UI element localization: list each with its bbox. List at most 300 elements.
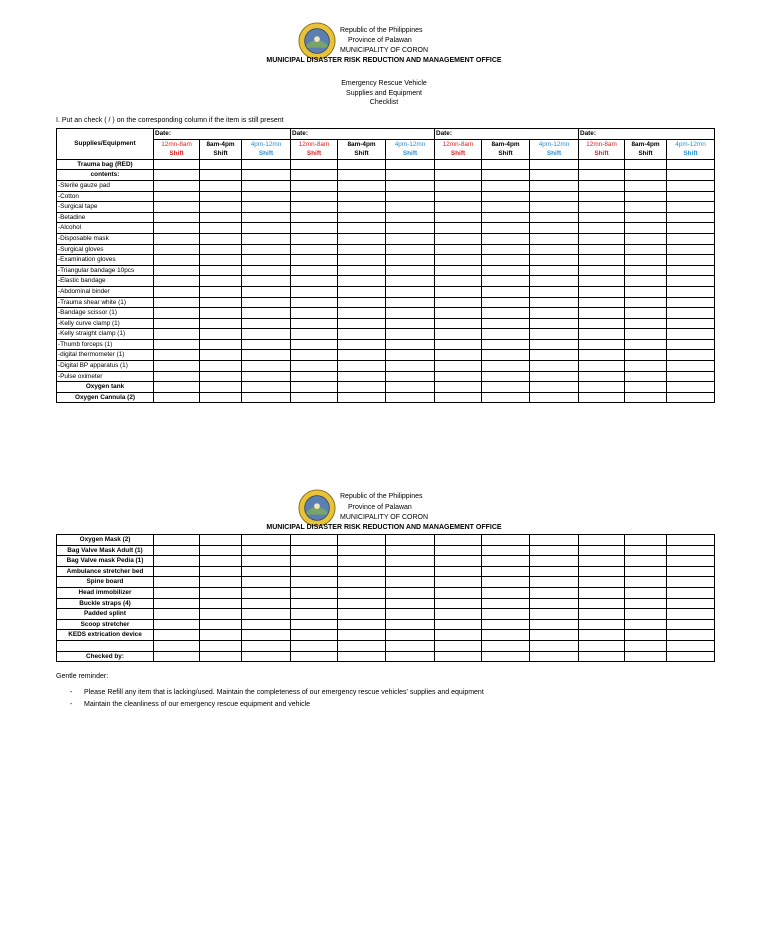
check-cell[interactable]: [200, 297, 242, 308]
check-cell[interactable]: [200, 392, 242, 403]
check-cell[interactable]: [338, 577, 386, 588]
check-cell[interactable]: [200, 535, 242, 546]
check-cell[interactable]: [154, 350, 200, 361]
check-cell[interactable]: [386, 159, 435, 170]
check-cell[interactable]: [530, 598, 579, 609]
check-cell[interactable]: [242, 535, 291, 546]
check-cell[interactable]: [530, 170, 579, 181]
check-cell[interactable]: [291, 180, 338, 191]
check-cell[interactable]: [435, 640, 482, 651]
check-cell[interactable]: [386, 630, 435, 641]
check-cell[interactable]: [338, 556, 386, 567]
check-cell[interactable]: [530, 350, 579, 361]
check-cell[interactable]: [579, 640, 625, 651]
date-field[interactable]: Date:: [435, 129, 579, 140]
check-cell[interactable]: [200, 170, 242, 181]
check-cell[interactable]: [530, 535, 579, 546]
check-cell[interactable]: [579, 577, 625, 588]
check-cell[interactable]: [435, 191, 482, 202]
check-cell[interactable]: [338, 630, 386, 641]
check-cell[interactable]: [482, 535, 530, 546]
check-cell[interactable]: [242, 255, 291, 266]
check-cell[interactable]: [242, 640, 291, 651]
check-cell[interactable]: [338, 212, 386, 223]
check-cell[interactable]: [154, 202, 200, 213]
check-cell[interactable]: [667, 609, 715, 620]
check-cell[interactable]: [291, 535, 338, 546]
check-cell[interactable]: [386, 609, 435, 620]
check-cell[interactable]: [435, 297, 482, 308]
check-cell[interactable]: [386, 350, 435, 361]
check-cell[interactable]: [154, 191, 200, 202]
check-cell[interactable]: [435, 339, 482, 350]
check-cell[interactable]: [242, 297, 291, 308]
check-cell[interactable]: [154, 180, 200, 191]
check-cell[interactable]: [482, 587, 530, 598]
check-cell[interactable]: [667, 371, 715, 382]
check-cell[interactable]: [625, 545, 667, 556]
check-cell[interactable]: [625, 535, 667, 546]
check-cell[interactable]: [482, 651, 530, 662]
check-cell[interactable]: [242, 361, 291, 372]
check-cell[interactable]: [291, 244, 338, 255]
check-cell[interactable]: [154, 392, 200, 403]
check-cell[interactable]: [667, 276, 715, 287]
check-cell[interactable]: [579, 180, 625, 191]
check-cell[interactable]: [200, 180, 242, 191]
check-cell[interactable]: [435, 212, 482, 223]
check-cell[interactable]: [482, 350, 530, 361]
check-cell[interactable]: [386, 223, 435, 234]
check-cell[interactable]: [242, 308, 291, 319]
check-cell[interactable]: [667, 545, 715, 556]
check-cell[interactable]: [200, 212, 242, 223]
check-cell[interactable]: [242, 371, 291, 382]
check-cell[interactable]: [386, 587, 435, 598]
check-cell[interactable]: [530, 159, 579, 170]
check-cell[interactable]: [435, 255, 482, 266]
check-cell[interactable]: [338, 382, 386, 393]
check-cell[interactable]: [625, 202, 667, 213]
check-cell[interactable]: [386, 202, 435, 213]
check-cell[interactable]: [386, 545, 435, 556]
check-cell[interactable]: [154, 170, 200, 181]
check-cell[interactable]: [530, 630, 579, 641]
check-cell[interactable]: [482, 318, 530, 329]
check-cell[interactable]: [530, 640, 579, 651]
check-cell[interactable]: [625, 265, 667, 276]
check-cell[interactable]: [667, 170, 715, 181]
check-cell[interactable]: [242, 556, 291, 567]
check-cell[interactable]: [338, 392, 386, 403]
check-cell[interactable]: [625, 212, 667, 223]
check-cell[interactable]: [242, 329, 291, 340]
check-cell[interactable]: [154, 265, 200, 276]
check-cell[interactable]: [200, 630, 242, 641]
check-cell[interactable]: [625, 339, 667, 350]
check-cell[interactable]: [291, 339, 338, 350]
check-cell[interactable]: [667, 159, 715, 170]
check-cell[interactable]: [435, 545, 482, 556]
check-cell[interactable]: [242, 212, 291, 223]
check-cell[interactable]: [482, 361, 530, 372]
check-cell[interactable]: [291, 651, 338, 662]
check-cell[interactable]: [200, 651, 242, 662]
check-cell[interactable]: [435, 587, 482, 598]
check-cell[interactable]: [291, 233, 338, 244]
check-cell[interactable]: [200, 286, 242, 297]
check-cell[interactable]: [435, 223, 482, 234]
check-cell[interactable]: [625, 361, 667, 372]
check-cell[interactable]: [625, 318, 667, 329]
check-cell[interactable]: [435, 159, 482, 170]
check-cell[interactable]: [482, 265, 530, 276]
check-cell[interactable]: [482, 244, 530, 255]
check-cell[interactable]: [242, 339, 291, 350]
check-cell[interactable]: [386, 308, 435, 319]
check-cell[interactable]: [338, 566, 386, 577]
check-cell[interactable]: [579, 535, 625, 546]
check-cell[interactable]: [200, 382, 242, 393]
check-cell[interactable]: [200, 308, 242, 319]
check-cell[interactable]: [154, 577, 200, 588]
check-cell[interactable]: [625, 392, 667, 403]
check-cell[interactable]: [625, 329, 667, 340]
check-cell[interactable]: [625, 244, 667, 255]
check-cell[interactable]: [291, 640, 338, 651]
check-cell[interactable]: [482, 308, 530, 319]
check-cell[interactable]: [667, 339, 715, 350]
check-cell[interactable]: [579, 392, 625, 403]
check-cell[interactable]: [482, 286, 530, 297]
check-cell[interactable]: [482, 640, 530, 651]
check-cell[interactable]: [579, 318, 625, 329]
check-cell[interactable]: [242, 619, 291, 630]
check-cell[interactable]: [291, 265, 338, 276]
check-cell[interactable]: [482, 371, 530, 382]
check-cell[interactable]: [338, 598, 386, 609]
check-cell[interactable]: [530, 566, 579, 577]
check-cell[interactable]: [435, 630, 482, 641]
check-cell[interactable]: [338, 640, 386, 651]
check-cell[interactable]: [530, 318, 579, 329]
check-cell[interactable]: [242, 587, 291, 598]
check-cell[interactable]: [579, 244, 625, 255]
check-cell[interactable]: [482, 202, 530, 213]
check-cell[interactable]: [386, 329, 435, 340]
check-cell[interactable]: [242, 286, 291, 297]
check-cell[interactable]: [242, 392, 291, 403]
check-cell[interactable]: [200, 598, 242, 609]
check-cell[interactable]: [338, 308, 386, 319]
check-cell[interactable]: [154, 339, 200, 350]
check-cell[interactable]: [386, 640, 435, 651]
check-cell[interactable]: [338, 244, 386, 255]
check-cell[interactable]: [338, 339, 386, 350]
check-cell[interactable]: [291, 545, 338, 556]
check-cell[interactable]: [338, 276, 386, 287]
check-cell[interactable]: [435, 244, 482, 255]
check-cell[interactable]: [154, 308, 200, 319]
check-cell[interactable]: [291, 329, 338, 340]
check-cell[interactable]: [200, 350, 242, 361]
check-cell[interactable]: [338, 159, 386, 170]
check-cell[interactable]: [154, 244, 200, 255]
check-cell[interactable]: [386, 244, 435, 255]
check-cell[interactable]: [200, 339, 242, 350]
check-cell[interactable]: [482, 212, 530, 223]
check-cell[interactable]: [435, 170, 482, 181]
check-cell[interactable]: [242, 180, 291, 191]
check-cell[interactable]: [482, 223, 530, 234]
check-cell[interactable]: [482, 159, 530, 170]
check-cell[interactable]: [530, 244, 579, 255]
check-cell[interactable]: [338, 265, 386, 276]
check-cell[interactable]: [200, 265, 242, 276]
check-cell[interactable]: [579, 297, 625, 308]
check-cell[interactable]: [435, 329, 482, 340]
check-cell[interactable]: [482, 276, 530, 287]
check-cell[interactable]: [200, 556, 242, 567]
check-cell[interactable]: [667, 598, 715, 609]
check-cell[interactable]: [482, 630, 530, 641]
check-cell[interactable]: [154, 297, 200, 308]
check-cell[interactable]: [667, 233, 715, 244]
check-cell[interactable]: [338, 619, 386, 630]
check-cell[interactable]: [579, 587, 625, 598]
check-cell[interactable]: [530, 587, 579, 598]
check-cell[interactable]: [154, 329, 200, 340]
check-cell[interactable]: [667, 329, 715, 340]
check-cell[interactable]: [667, 318, 715, 329]
check-cell[interactable]: [482, 255, 530, 266]
check-cell[interactable]: [667, 577, 715, 588]
check-cell[interactable]: [200, 276, 242, 287]
check-cell[interactable]: [154, 640, 200, 651]
check-cell[interactable]: [579, 361, 625, 372]
check-cell[interactable]: [291, 276, 338, 287]
check-cell[interactable]: [482, 382, 530, 393]
check-cell[interactable]: [291, 212, 338, 223]
check-cell[interactable]: [386, 361, 435, 372]
check-cell[interactable]: [154, 223, 200, 234]
date-field[interactable]: Date:: [291, 129, 435, 140]
check-cell[interactable]: [154, 212, 200, 223]
check-cell[interactable]: [200, 361, 242, 372]
check-cell[interactable]: [338, 651, 386, 662]
check-cell[interactable]: [625, 297, 667, 308]
check-cell[interactable]: [200, 566, 242, 577]
check-cell[interactable]: [667, 180, 715, 191]
check-cell[interactable]: [435, 619, 482, 630]
check-cell[interactable]: [435, 180, 482, 191]
check-cell[interactable]: [200, 609, 242, 620]
check-cell[interactable]: [530, 329, 579, 340]
check-cell[interactable]: [579, 651, 625, 662]
check-cell[interactable]: [200, 202, 242, 213]
check-cell[interactable]: [625, 371, 667, 382]
check-cell[interactable]: [579, 566, 625, 577]
check-cell[interactable]: [242, 244, 291, 255]
check-cell[interactable]: [579, 170, 625, 181]
check-cell[interactable]: [200, 587, 242, 598]
check-cell[interactable]: [625, 640, 667, 651]
check-cell[interactable]: [667, 255, 715, 266]
check-cell[interactable]: [625, 630, 667, 641]
check-cell[interactable]: [200, 223, 242, 234]
check-cell[interactable]: [200, 191, 242, 202]
check-cell[interactable]: [579, 276, 625, 287]
check-cell[interactable]: [386, 619, 435, 630]
check-cell[interactable]: [667, 361, 715, 372]
check-cell[interactable]: [530, 651, 579, 662]
check-cell[interactable]: [386, 180, 435, 191]
check-cell[interactable]: [200, 577, 242, 588]
check-cell[interactable]: [435, 609, 482, 620]
check-cell[interactable]: [338, 318, 386, 329]
check-cell[interactable]: [291, 297, 338, 308]
check-cell[interactable]: [435, 535, 482, 546]
check-cell[interactable]: [338, 286, 386, 297]
check-cell[interactable]: [530, 276, 579, 287]
check-cell[interactable]: [242, 202, 291, 213]
check-cell[interactable]: [291, 609, 338, 620]
check-cell[interactable]: [338, 371, 386, 382]
check-cell[interactable]: [154, 233, 200, 244]
check-cell[interactable]: [482, 191, 530, 202]
check-cell[interactable]: [482, 339, 530, 350]
check-cell[interactable]: [625, 191, 667, 202]
check-cell[interactable]: [386, 598, 435, 609]
check-cell[interactable]: [579, 212, 625, 223]
check-cell[interactable]: [579, 630, 625, 641]
check-cell[interactable]: [200, 371, 242, 382]
check-cell[interactable]: [291, 382, 338, 393]
check-cell[interactable]: [625, 556, 667, 567]
check-cell[interactable]: [667, 286, 715, 297]
check-cell[interactable]: [530, 382, 579, 393]
check-cell[interactable]: [242, 350, 291, 361]
check-cell[interactable]: [291, 577, 338, 588]
check-cell[interactable]: [625, 651, 667, 662]
check-cell[interactable]: [530, 339, 579, 350]
check-cell[interactable]: [625, 170, 667, 181]
check-cell[interactable]: [625, 577, 667, 588]
check-cell[interactable]: [386, 577, 435, 588]
check-cell[interactable]: [242, 318, 291, 329]
check-cell[interactable]: [482, 566, 530, 577]
check-cell[interactable]: [667, 651, 715, 662]
date-field[interactable]: Date:: [579, 129, 715, 140]
check-cell[interactable]: [154, 382, 200, 393]
check-cell[interactable]: [291, 587, 338, 598]
check-cell[interactable]: [435, 598, 482, 609]
check-cell[interactable]: [386, 339, 435, 350]
check-cell[interactable]: [154, 651, 200, 662]
check-cell[interactable]: [482, 392, 530, 403]
check-cell[interactable]: [482, 598, 530, 609]
check-cell[interactable]: [338, 191, 386, 202]
check-cell[interactable]: [579, 202, 625, 213]
check-cell[interactable]: [435, 361, 482, 372]
check-cell[interactable]: [530, 202, 579, 213]
check-cell[interactable]: [530, 233, 579, 244]
check-cell[interactable]: [667, 297, 715, 308]
check-cell[interactable]: [579, 286, 625, 297]
check-cell[interactable]: [579, 382, 625, 393]
check-cell[interactable]: [291, 371, 338, 382]
check-cell[interactable]: [482, 609, 530, 620]
check-cell[interactable]: [667, 392, 715, 403]
check-cell[interactable]: [530, 191, 579, 202]
check-cell[interactable]: [530, 392, 579, 403]
check-cell[interactable]: [154, 159, 200, 170]
check-cell[interactable]: [435, 392, 482, 403]
check-cell[interactable]: [242, 276, 291, 287]
check-cell[interactable]: [667, 265, 715, 276]
check-cell[interactable]: [386, 318, 435, 329]
check-cell[interactable]: [435, 286, 482, 297]
check-cell[interactable]: [200, 159, 242, 170]
check-cell[interactable]: [291, 566, 338, 577]
check-cell[interactable]: [579, 233, 625, 244]
check-cell[interactable]: [435, 556, 482, 567]
check-cell[interactable]: [667, 619, 715, 630]
check-cell[interactable]: [386, 382, 435, 393]
check-cell[interactable]: [386, 255, 435, 266]
check-cell[interactable]: [291, 223, 338, 234]
check-cell[interactable]: [482, 545, 530, 556]
check-cell[interactable]: [291, 286, 338, 297]
check-cell[interactable]: [625, 233, 667, 244]
check-cell[interactable]: [386, 191, 435, 202]
check-cell[interactable]: [291, 318, 338, 329]
check-cell[interactable]: [530, 223, 579, 234]
check-cell[interactable]: [154, 598, 200, 609]
check-cell[interactable]: [482, 233, 530, 244]
check-cell[interactable]: [625, 598, 667, 609]
check-cell[interactable]: [242, 651, 291, 662]
check-cell[interactable]: [579, 545, 625, 556]
check-cell[interactable]: [625, 587, 667, 598]
check-cell[interactable]: [667, 308, 715, 319]
check-cell[interactable]: [154, 556, 200, 567]
check-cell[interactable]: [482, 180, 530, 191]
check-cell[interactable]: [667, 244, 715, 255]
check-cell[interactable]: [530, 577, 579, 588]
check-cell[interactable]: [530, 297, 579, 308]
check-cell[interactable]: [291, 170, 338, 181]
check-cell[interactable]: [435, 233, 482, 244]
check-cell[interactable]: [667, 191, 715, 202]
check-cell[interactable]: [291, 255, 338, 266]
check-cell[interactable]: [291, 630, 338, 641]
check-cell[interactable]: [154, 566, 200, 577]
check-cell[interactable]: [530, 556, 579, 567]
check-cell[interactable]: [338, 202, 386, 213]
check-cell[interactable]: [625, 159, 667, 170]
check-cell[interactable]: [200, 619, 242, 630]
check-cell[interactable]: [435, 308, 482, 319]
check-cell[interactable]: [386, 276, 435, 287]
check-cell[interactable]: [579, 329, 625, 340]
check-cell[interactable]: [291, 159, 338, 170]
check-cell[interactable]: [667, 350, 715, 361]
check-cell[interactable]: [154, 535, 200, 546]
check-cell[interactable]: [386, 170, 435, 181]
check-cell[interactable]: [338, 609, 386, 620]
check-cell[interactable]: [435, 350, 482, 361]
